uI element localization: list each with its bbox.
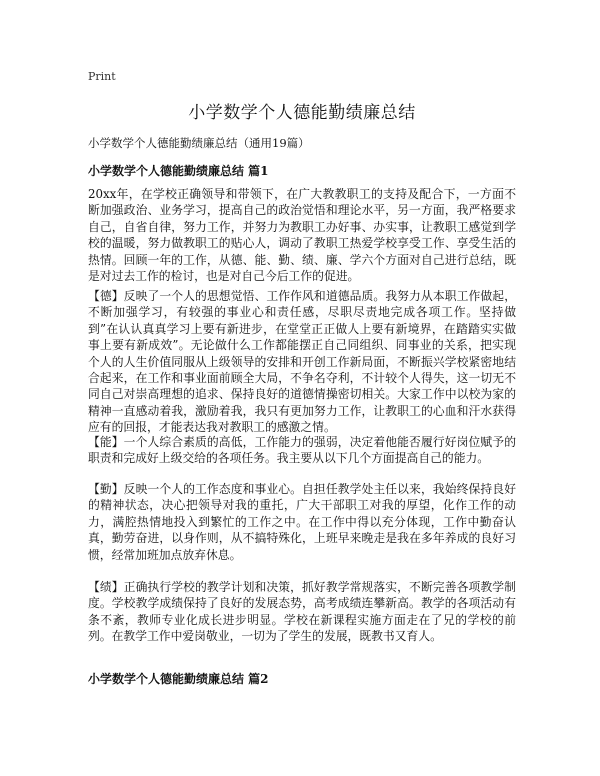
- section-heading-2: 小学数学个人德能勤绩廉总结 篇2: [88, 672, 269, 686]
- document-title: 小学数学个人德能勤绩廉总结: [188, 103, 416, 123]
- section-heading-1: 小学数学个人德能勤绩廉总结 篇1: [88, 164, 269, 178]
- paragraph-intro: 20xx年，在学校正确领导和带领下，在广大教教职工的支持及配合下，一方面不断加强政治、业务学习，提高自己的政治觉悟和理论水平，另一方面，我严格要求自己，自省自律，努力工作，并努力为教职工办好事、办实事，让教职工感觉到学校的温暖，努力做教职工的贴心人，调动了教职工热爱学校享受工作、享受生活的热情。回顾一年的工作，从德、能、勤、绩、廉、学六个方面对自己进行总结，既是对过去工作的检讨，也是对自己今后工作的促进。: [88, 187, 516, 284]
- paragraph-qin: 【勤】反映一个人的工作态度和事业心。自担任教学处主任以来，我始终保持良好的精神状态，决心把领导对我的重托，广大干部职工对我的厚望，化作工作的动力，满腔热情地投入到繁忙的工作之中。在工作中得以充分体现，工作中勤奋认真，勤劳奋进，以身作则，从不搞特殊化，上班早来晚走是我在多年养成的良好习惯，经常加班加点放弃休息。: [88, 482, 516, 562]
- paragraph-ji: 【绩】正确执行学校的教学计划和决策，抓好教学常规落实，不断完善各项教学制度。学校教学成绩保持了良好的发展态势，高考成绩连攀新高。教学的各项活动有条不紊，教师专业化成长进步明显。学校在新课程实施方面走在了兄的学校的前列。在教学工作中爱岗敬业，一切为了学生的发展，既教书又育人。: [88, 580, 516, 644]
- document-subtitle: 小学数学个人德能勤绩廉总结（通用19篇）: [88, 136, 310, 150]
- paragraph-neng: 【能】一个人综合素质的高低，工作能力的强弱，决定着他能否履行好岗位赋予的职责和完成好上级交给的各项任务。我主要从以下几个方面提高自己的能力。: [88, 435, 516, 466]
- paragraph-de: 【德】反映了一个人的思想觉悟、工作作风和道德品质。我努力从本职工作做起，不断加强学习，有较强的事业心和责任感，尽职尽责地完成各项工作。坚持做到”在认认真真学习上要有新进步，在堂堂正正做人上要有新境界，在踏踏实实做事上要有新成效”。无论做什么工作都能摆正自己同组织、同事业的关系，把实现个人的人生价值同服从上级领导的安排和开创工作新局面，不断振兴学校紧密地结合起来，在工作和事业面前顾全大局，不争名夺利，不计较个人得失，这一切无不同自己对崇高理想的追求、保持良好的道德情操密切相关。大家工作中以校为家的精神一直感动着我，激励着我，我只有更加努力工作，让教职工的心血和汗水获得应有的回报，才能表达我对教职工的感激之情。: [88, 289, 516, 435]
- print-label[interactable]: Print: [88, 70, 116, 83]
